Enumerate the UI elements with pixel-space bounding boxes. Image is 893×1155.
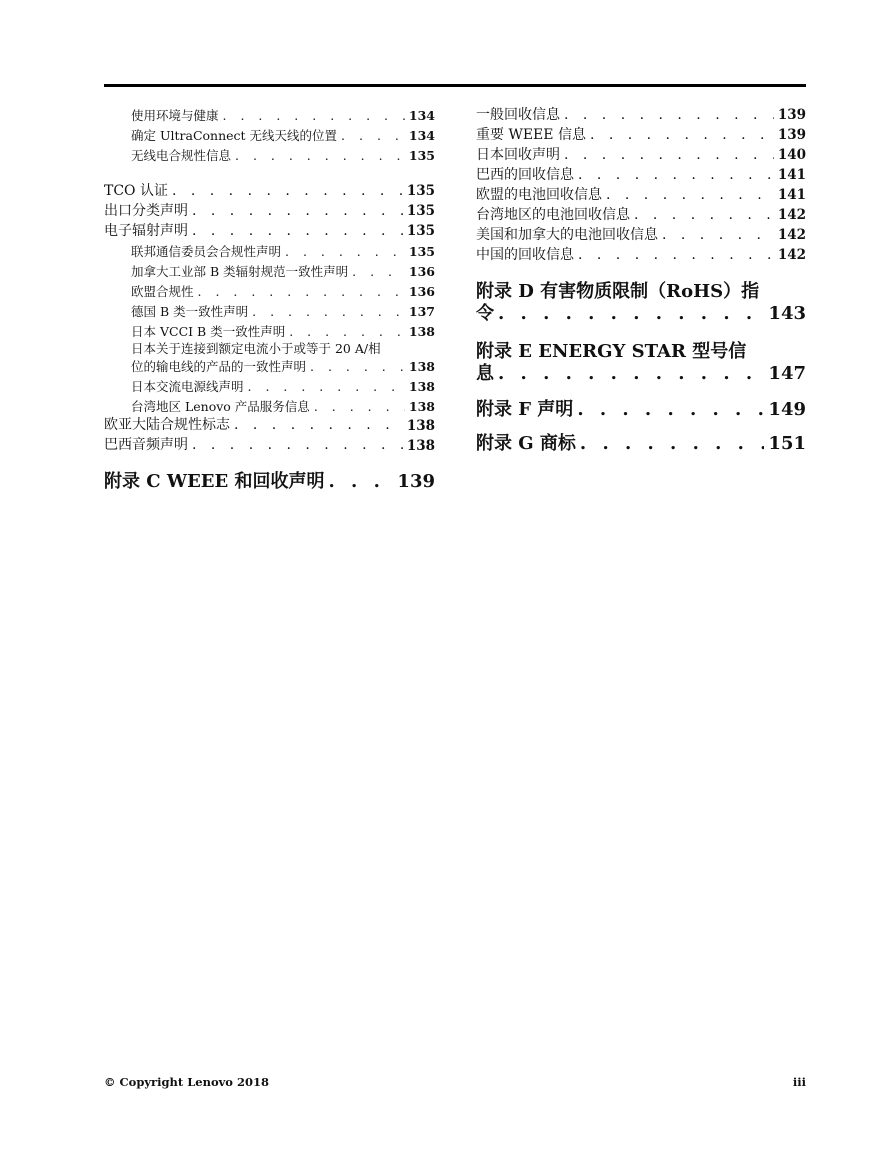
footer-copyright: © Copyright Lenovo 2018 xyxy=(104,1075,269,1089)
toc-entry[interactable]: 加拿大工业部 B 类辐射规范一致性声明 . . . 136 xyxy=(104,260,435,280)
toc-entry[interactable]: 无线电合规性信息 . . . 135 xyxy=(104,144,435,164)
toc-entry[interactable]: TCO 认证 . . . 135 xyxy=(104,180,435,200)
toc-appendix-g[interactable]: 附录 G 商标 . . . 151 xyxy=(476,433,806,456)
toc-appendix-d[interactable]: 附录 D 有害物质限制（RoHS）指 令 . . . 143 xyxy=(476,280,806,326)
toc-entry[interactable]: 欧亚大陆合规性标志 . . . 138 xyxy=(104,415,435,435)
toc-appendix-c[interactable]: 附录 C WEEE 和回收声明 . . . 139 xyxy=(104,471,435,494)
toc-entry[interactable]: 美国和加拿大的电池回收信息 . . . 142 xyxy=(476,224,806,244)
toc-entry[interactable]: 日本回收声明 . . . 140 xyxy=(476,144,806,164)
toc-entry[interactable]: 一般回收信息 . . . 139 xyxy=(476,104,806,124)
toc-entry[interactable]: 台湾地区的电池回收信息 . . . 142 xyxy=(476,204,806,224)
footer-page-number: iii xyxy=(792,1075,806,1089)
toc-entry[interactable]: 重要 WEEE 信息 . . . 139 xyxy=(476,124,806,144)
toc-entry[interactable]: 德国 B 类一致性声明 . . . 137 xyxy=(104,300,435,320)
toc-entry[interactable]: 使用环境与健康 . . . 134 xyxy=(104,104,435,124)
toc-left-column xyxy=(104,104,435,493)
toc-entry[interactable]: 巴西音频声明 . . . 138 xyxy=(104,435,435,455)
toc-entry[interactable]: 台湾地区 Lenovo 产品服务信息 . . . 138 xyxy=(104,395,435,415)
toc-appendix-f[interactable]: 附录 F 声明 . . . 149 xyxy=(476,399,806,422)
toc-entry[interactable]: 日本 VCCI B 类一致性声明 . . . 138 xyxy=(104,320,435,340)
header-rule xyxy=(104,84,806,87)
toc-entry[interactable]: 中国的回收信息 . . . 142 xyxy=(476,244,806,264)
toc-entry[interactable]: 联邦通信委员会合规性声明 . . . 135 xyxy=(104,240,435,260)
toc-entry[interactable]: 欧盟合规性 . . . 136 xyxy=(104,280,435,300)
toc-right-column xyxy=(476,104,806,456)
toc-entry[interactable]: 日本关于连接到额定电流小于或等于 20 A/相 位的输电线的产品的一致性声明 . . . 138 xyxy=(104,341,435,375)
toc-entry[interactable]: 日本交流电源线声明 . . . 138 xyxy=(104,375,435,395)
toc-appendix-e[interactable]: 附录 E ENERGY STAR 型号信 息 . . . 147 xyxy=(476,340,806,386)
toc-entry[interactable]: 确定 UltraConnect 无线天线的位置 . . . 134 xyxy=(104,124,435,144)
toc-entry[interactable]: 巴西的回收信息 . . . 141 xyxy=(476,164,806,184)
toc-entry[interactable]: 出口分类声明 . . . 135 xyxy=(104,200,435,220)
toc-entry[interactable]: 欧盟的电池回收信息 . . . 141 xyxy=(476,184,806,204)
toc-entry[interactable]: 电子辐射声明 . . . 135 xyxy=(104,220,435,240)
